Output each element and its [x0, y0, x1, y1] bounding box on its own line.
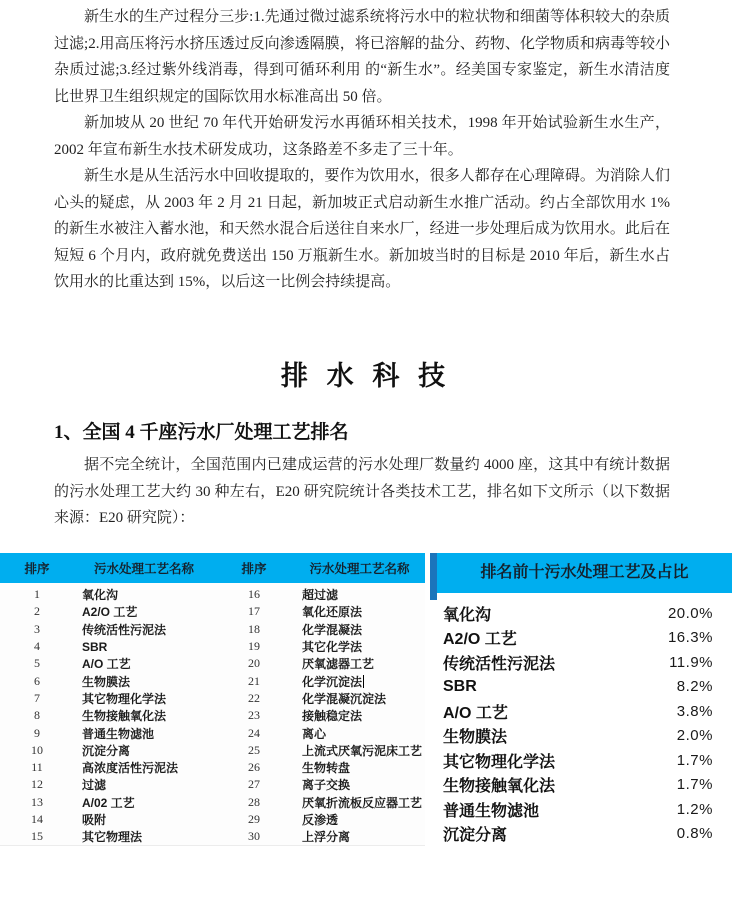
cell-rank: 5 — [34, 656, 40, 671]
top10-row — [430, 724, 732, 749]
table-row — [0, 655, 425, 672]
top10-process-name: 传统活性污泥法 — [443, 655, 556, 673]
table-row — [0, 794, 425, 811]
top10-process-name: A/O 工艺 — [443, 704, 508, 722]
cell-process-name: 反渗透 — [302, 813, 339, 827]
cell-process-name: 接触稳定法 — [302, 709, 363, 724]
top10-row — [430, 773, 732, 798]
cell-process-name: 沉淀分离 — [82, 743, 131, 758]
top10-share-value: 1.7% — [676, 776, 713, 794]
top10-row — [430, 797, 732, 822]
top10-process-name: 生物接触氧化法 — [443, 778, 556, 796]
top10-share-value: 8.2% — [676, 678, 713, 696]
cell-rank: 14 — [31, 812, 43, 826]
cell-rank: 27 — [248, 777, 260, 792]
cell-process-name: 氧化还原法 — [302, 605, 363, 620]
column-header-name-2: 污水处理工艺名称 — [309, 562, 410, 576]
top10-share-value: 1.7% — [676, 751, 713, 769]
intro-text-block — [54, 4, 670, 296]
cell-rank: 2 — [34, 604, 40, 619]
cell-process-name: 厌氧滤器工艺 — [302, 657, 375, 672]
cell-rank: 28 — [248, 794, 260, 809]
cell-process-name: 离子交换 — [302, 778, 351, 793]
paragraph-newater-promotion: 新生水是从生活污水中回收提取的，要作为饮用水，很多人都存在心理障碍。为消除人们心头的疑虑，从 2003 年 2 月 21 日起，新加坡正式启动新生水推广活动。约占全部饮用水 1%的新生水被注入蓄水池，和天然水混合后送往自来水厂，经进一步处理后成为饮用水。此后在短短 6 个月内，政府就免费送出 150 万瓶新生水。新加坡当时的目标是 2010 年后，新生水占饮用水的比重达到 15%，以后这一比例会持续提高。 — [54, 168, 670, 290]
cell-rank: 1 — [34, 587, 40, 602]
cell-rank: 26 — [248, 760, 260, 775]
cell-process-name: 化学混凝沉淀法 — [302, 691, 387, 706]
cell-process-name: 其它物理化学法 — [82, 691, 167, 706]
top10-row — [430, 650, 732, 675]
cell-process-name: 上浮分离 — [302, 830, 351, 845]
table-row — [0, 586, 425, 603]
table-row — [0, 690, 425, 707]
cell-rank: 9 — [34, 725, 40, 740]
top10-row — [430, 699, 732, 724]
cell-rank: 24 — [248, 725, 260, 740]
cell-rank: 30 — [248, 829, 260, 844]
cell-process-name: 生物膜法 — [82, 674, 131, 689]
cell-process-name: 化学混凝法 — [302, 622, 363, 637]
cell-rank: 18 — [248, 621, 260, 636]
table-row — [0, 828, 425, 845]
top10-process-name: 沉淀分离 — [443, 827, 508, 845]
top10-share-value: 16.3% — [667, 629, 713, 647]
cell-rank: 15 — [31, 829, 43, 844]
table-row — [0, 759, 425, 776]
cell-rank: 29 — [248, 812, 260, 826]
cell-process-name: 吸附 — [82, 813, 107, 827]
cell-rank: 25 — [248, 742, 260, 757]
table-row — [0, 603, 425, 620]
cell-rank: 17 — [248, 604, 260, 619]
cell-rank: 13 — [31, 794, 43, 809]
process-table-header — [0, 553, 425, 583]
top10-process-name: SBR — [443, 677, 477, 695]
cell-rank: 6 — [34, 673, 40, 688]
table-row — [0, 707, 425, 724]
top10-row — [430, 675, 732, 700]
cell-rank: 12 — [31, 777, 43, 792]
section-title: 1、全国 4 千座污水厂处理工艺排名 — [54, 422, 349, 443]
table-row — [0, 776, 425, 793]
text-cursor — [363, 675, 364, 688]
top10-row — [430, 748, 732, 773]
section-intro-paragraph: 据不完全统计，全国范围内已建成运营的污水处理厂数量约 4000 座，这其中有统计数据的污水处理工艺大约 30 种左右，E20 研究院统计各类技术工艺，排名如下文所示（以下数据来源：E20 研究院）： — [54, 457, 670, 526]
cell-rank: 23 — [248, 708, 260, 723]
top10-row — [430, 626, 732, 651]
cell-rank: 8 — [34, 708, 40, 723]
cell-rank: 4 — [34, 639, 40, 654]
top10-process-name: 生物膜法 — [443, 729, 508, 747]
cell-process-name: A/02 工艺 — [82, 795, 135, 810]
top10-row — [430, 822, 732, 847]
column-header-rank-1: 排序 — [24, 562, 50, 576]
paragraph-newater-process: 新生水的生产过程分三步:1.先通过微过滤系统将污水中的粒状物和细菌等体积较大的杂质过滤;2.用高压将污水挤压透过反向渗透隔膜，将已溶解的盐分、药物、化学物质和病毒等较小杂质过滤;3.经过紫外线消毒，得到可循环利用 的“新生水”。经美国专家鉴定，新生水清洁度比世界卫生组织规定的国际饮用水标准高出 50 倍。 — [54, 9, 670, 105]
table-row — [0, 742, 425, 759]
process-ranking-table — [0, 553, 425, 846]
cell-process-name: 生物转盘 — [302, 761, 351, 776]
top10-process-name: 普通生物滤池 — [443, 802, 540, 820]
top10-panel-title: 排名前十污水处理工艺及占比 — [437, 553, 732, 593]
cell-process-name: 高浓度活性污泥法 — [82, 761, 179, 776]
page-title: 排 水 科 技 — [280, 361, 452, 391]
cell-process-name: A/O 工艺 — [82, 657, 131, 672]
top10-share-value: 2.0% — [676, 727, 713, 745]
cell-process-name: A2/O 工艺 — [82, 605, 138, 620]
top10-share-value: 11.9% — [669, 653, 713, 671]
top10-panel-rows — [430, 601, 732, 846]
cell-process-name: 普通生物滤池 — [82, 726, 155, 741]
panel-accent-strip — [430, 553, 437, 600]
cell-process-name: 其它化学法 — [302, 640, 363, 655]
top10-share-value: 20.0% — [667, 604, 713, 622]
top10-share-value: 3.8% — [676, 702, 713, 720]
column-header-name-1: 污水处理工艺名称 — [93, 562, 194, 576]
cell-rank: 16 — [248, 587, 260, 602]
cell-process-name: 生物接触氧化法 — [82, 709, 167, 724]
cell-rank: 7 — [34, 690, 40, 705]
cell-process-name: SBR — [82, 639, 108, 654]
paragraph-newater-history: 新加坡从 20 世纪 70 年代开始研发污水再循环相关技术，1998 年开始试验新生水生产，2002 年宣布新生水技术研发成功，这条路差不多走了三十年。 — [54, 115, 670, 158]
cell-rank: 19 — [248, 639, 260, 654]
cell-process-name: 传统活性污泥法 — [82, 622, 167, 637]
top10-share-value: 1.2% — [676, 800, 713, 818]
cell-rank: 11 — [31, 760, 43, 775]
cell-process-name: 过滤 — [82, 778, 107, 793]
table-row — [0, 672, 425, 689]
top10-row — [430, 601, 732, 626]
cell-process-name: 氧化沟 — [82, 588, 119, 603]
cell-rank: 3 — [34, 621, 40, 636]
cell-process-name: 厌氧折流板反应器工艺 — [302, 795, 423, 810]
top10-process-name: 氧化沟 — [443, 606, 492, 624]
cell-rank: 21 — [248, 673, 260, 688]
cell-process-name: 上流式厌氧污泥床工艺 — [302, 743, 423, 758]
cell-rank: 10 — [31, 742, 43, 757]
top10-share-value: 0.8% — [676, 825, 713, 843]
top10-share-panel — [430, 553, 732, 846]
top10-process-name: A2/O 工艺 — [443, 631, 517, 649]
cell-process-name: 离心 — [302, 726, 327, 741]
cell-process-name: 超过滤 — [302, 588, 339, 603]
column-header-rank-2: 排序 — [241, 562, 267, 576]
cell-process-name: 化学沉淀法 — [302, 674, 363, 689]
top10-panel-header — [430, 553, 732, 593]
cell-rank: 20 — [248, 656, 260, 671]
section-block — [54, 419, 670, 532]
ranking-table-area — [0, 553, 732, 849]
table-row — [0, 724, 425, 741]
table-row — [0, 811, 425, 828]
table-row — [0, 621, 425, 638]
cell-process-name: 其它物理法 — [82, 830, 143, 845]
top10-process-name: 其它物理化学法 — [443, 753, 556, 771]
cell-rank: 22 — [248, 690, 260, 705]
process-table-rows — [0, 583, 425, 845]
table-row — [0, 638, 425, 655]
